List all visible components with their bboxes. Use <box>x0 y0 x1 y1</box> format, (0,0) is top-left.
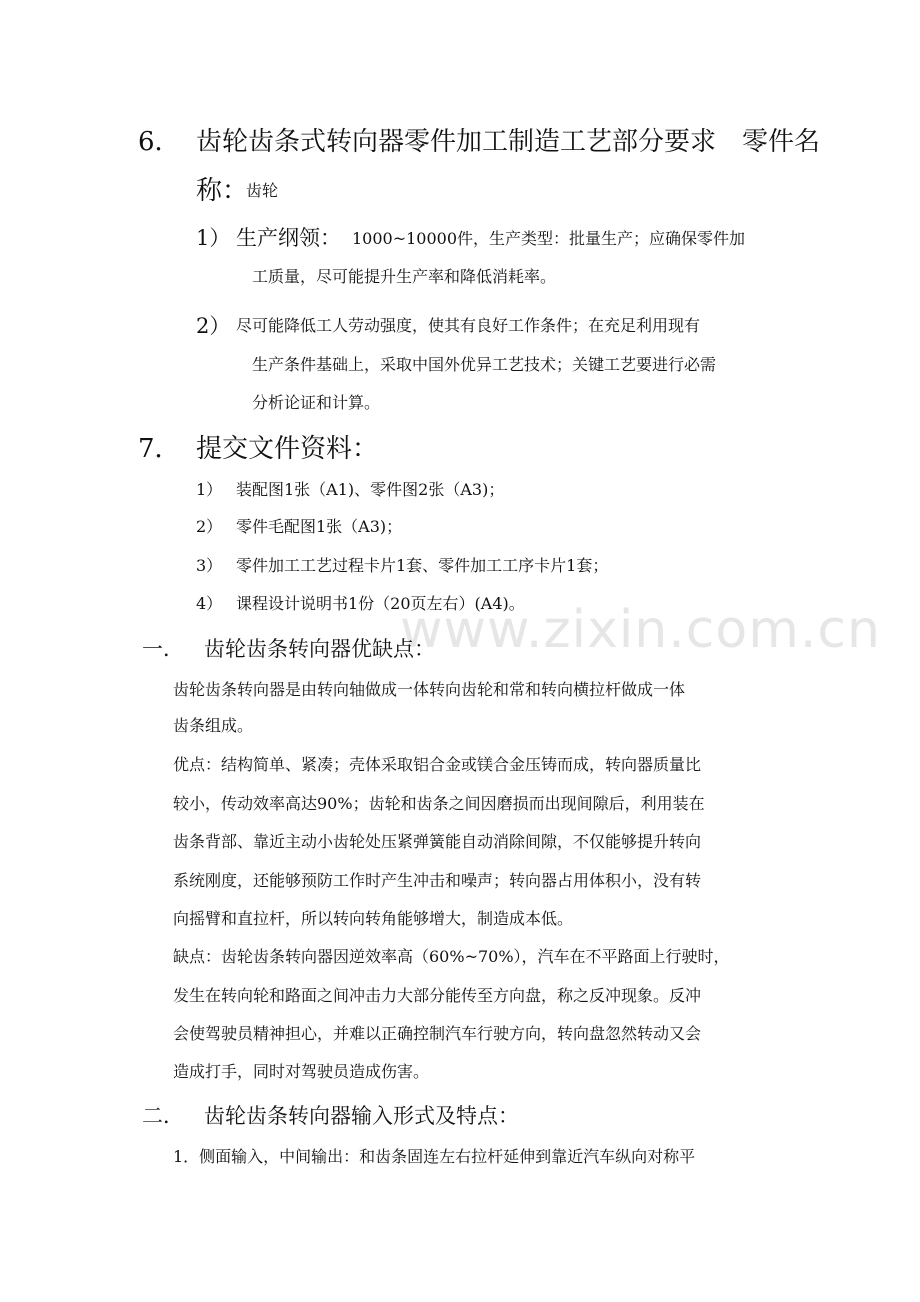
list-item-number: 1） <box>196 480 223 499</box>
list-item: 零件毛配图1张（A3)； <box>236 517 403 536</box>
body-line: 造成打手，同时对驾驶员造成伤害。 <box>173 1062 430 1081</box>
body-line: 向摇臂和直拉杆，所以转向转角能够增大，制造成本低。 <box>173 909 574 928</box>
item-2-number: 2） <box>196 314 231 338</box>
item-1-text-line2: 工质量，尽可能提升生产率和降低消耗率。 <box>252 267 557 286</box>
body-line: 齿轮齿条转向器是由转向轴做成一体转向齿轮和常和转向横拉杆做成一体 <box>173 680 686 699</box>
item-2-text-line2: 生产条件基础上，采取中国外优异工艺技术；关键工艺要进行必需 <box>252 355 717 374</box>
body-line: 发生在转向轮和路面之间冲击力大部分能传至方向盘，称之反冲现象。反冲 <box>173 986 702 1005</box>
section-7-number: 7． <box>138 434 181 464</box>
section-6-title-cont: 称： <box>196 176 249 206</box>
body-line: 齿条组成。 <box>173 716 254 735</box>
section-7-title: 提交文件资料： <box>196 434 379 464</box>
item-1-heading: 生产纲领： <box>236 226 341 250</box>
item-1-text-line1: 1000~10000件，生产类型：批量生产；应确保零件加 <box>352 229 746 248</box>
list-item: 零件加工工艺过程卡片1套、零件加工工序卡片1套； <box>236 556 609 575</box>
body-line: 较小，传动效率高达90%；齿轮和齿条之间因磨损而出现间隙后，利用装在 <box>173 794 705 813</box>
body-line: 优点：结构简单、紧凑；壳体采取铝合金或镁合金压铸而成，转向器质量比 <box>173 755 702 774</box>
list-item-number: 2） <box>196 517 223 536</box>
item-1-number: 1） <box>196 226 231 250</box>
section-1-title: 齿轮齿条转向器优缺点： <box>204 637 435 661</box>
section-2-number: 二． <box>142 1104 184 1128</box>
section-1-number: 一． <box>142 637 184 661</box>
part-name: 齿轮 <box>246 181 279 200</box>
list-item: 装配图1张（A1)、零件图2张（A3)； <box>236 480 505 499</box>
body-line: 会使驾驶员精神担心，并难以正确控制汽车行驶方向，转向盘忽然转动又会 <box>173 1024 702 1043</box>
item-2-text-line1: 尽可能降低工人劳动强度，使其有良好工作条件；在充足利用现有 <box>236 316 701 335</box>
body-line: 缺点：齿轮齿条转向器因逆效率高（60%~70%），汽车在不平路面上行驶时， <box>173 947 730 966</box>
item-2-text-line3: 分析论证和计算。 <box>252 393 381 412</box>
watermark: www.zixin.com.cn <box>400 600 881 660</box>
section-2-title: 齿轮齿条转向器输入形式及特点： <box>204 1104 519 1128</box>
list-item: 课程设计说明书1份（20页左右）(A4)。 <box>236 594 525 613</box>
list-item-number: 4） <box>196 594 223 613</box>
section-6-number: 6． <box>138 127 181 157</box>
body-line: 系统刚度，还能够预防工作时产生冲击和噪声；转向器占用体积小，没有转 <box>173 871 702 890</box>
body-line: 1．侧面输入，中间输出：和齿条固连左右拉杆延伸到靠近汽车纵向对称平 <box>173 1147 696 1166</box>
section-6-title: 齿轮齿条式转向器零件加工制造工艺部分要求 零件名 <box>196 127 821 157</box>
body-line: 齿条背部、靠近主动小齿轮处压紧弹簧能自动消除间隙，不仅能够提升转向 <box>173 832 702 851</box>
list-item-number: 3） <box>196 556 223 575</box>
